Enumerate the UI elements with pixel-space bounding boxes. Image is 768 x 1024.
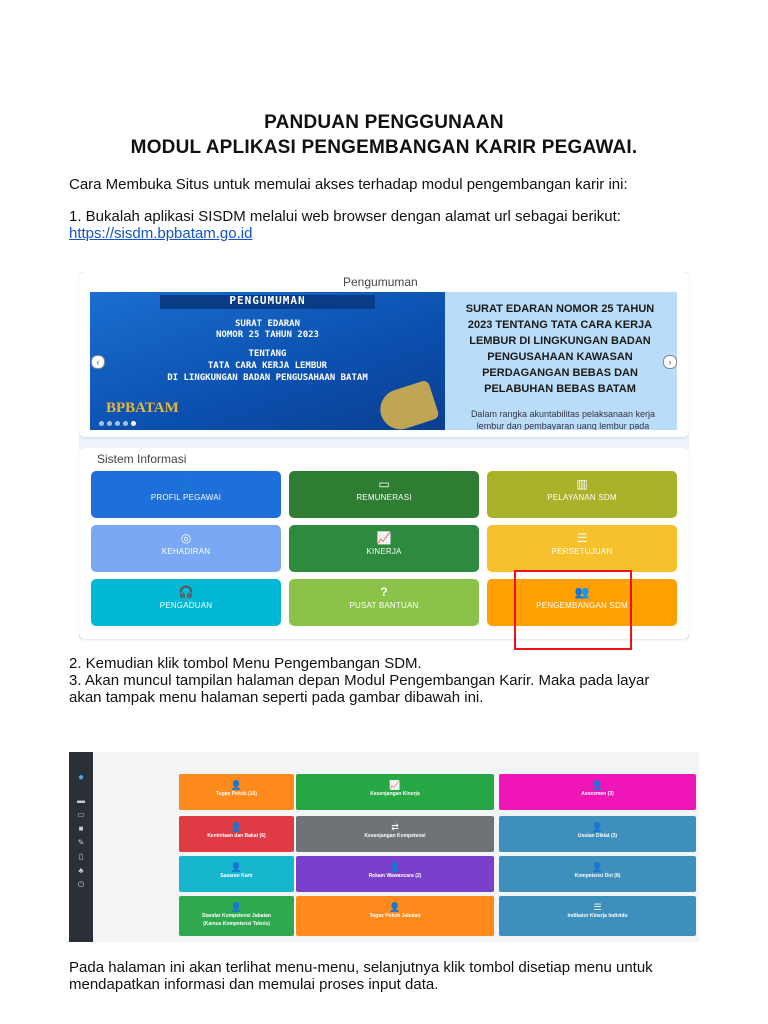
banner-left-image [90,292,445,430]
briefcase-icon[interactable]: ■ [78,824,84,833]
tile-label: PENGEMBANGAN SDM [536,601,628,610]
pengembangan-karir-screenshot [69,752,699,942]
tile-remunerasi[interactable] [289,471,479,518]
hand-graphic [375,379,440,430]
tile-label: Usulan Diklat (3) [577,833,618,839]
closing-text-line2: mendapatkan informasi dan memulai proses input data. [69,976,439,993]
bpbatam-logo: BPBATAM [106,400,179,416]
tile-standar-kompetensi-jabatan[interactable] [179,896,294,936]
step3-text-line2: akan tampak menu halaman seperti pada gambar dibawah ini. [69,689,484,706]
system-info-title: Sistem Informasi [97,452,187,466]
tile-label: PERSETUJUAN [551,547,613,556]
pencil-icon[interactable]: ✎ [77,838,85,847]
tile-indikator-kinerja-individu[interactable] [499,896,696,936]
tile-label: Sasaran Karir [220,873,253,879]
banner-right-subtext-2: lembur dan pembayaran uang lembur pada [476,421,650,430]
tile-sasaran-karir[interactable] [179,856,294,892]
user-icon: 👤 [230,902,243,912]
step3-text-line1: 3. Akan muncul tampilan halaman depan Modul Pengembangan Karir. Maka pada layar [69,672,650,689]
banner-line3: TENTANG [248,349,287,359]
users-icon: 👥 [574,585,590,599]
tile-label: Assesmen (3) [581,791,614,797]
carousel-next-icon[interactable]: › [663,355,677,369]
user-icon: 👤 [591,822,604,832]
chart-icon: 📈 [389,780,401,790]
sisdm-url-link[interactable]: https://sisdm.bpbatam.go.id [69,225,253,242]
document-icon[interactable]: ▯ [78,852,84,861]
exchange-icon: ⇄ [391,822,399,832]
user-icon: 👤 [178,477,194,491]
banner-right-title-4: PENGUSAHAAN KAWASAN [487,351,633,363]
tree-icon[interactable]: ♣ [78,866,84,875]
tile-assesmen[interactable] [499,774,696,810]
question-icon: ? [380,585,388,599]
banner-right-title-5: PERDAGANGAN BEBAS DAN [482,367,638,379]
tile-kompetensi-diri[interactable] [499,856,696,892]
carousel-dot[interactable] [115,421,120,426]
tile-persetujuan[interactable] [487,525,677,572]
announcement-panel [79,272,689,437]
highlight-box [514,570,632,650]
step1-text: 1. Bukalah aplikasi SISDM melalui web browser dengan alamat url sebagai berikut: [69,208,621,225]
document-title-line2: MODUL APLIKASI PENGEMBANGAN KARIR PEGAWAI. [130,137,638,158]
tile-label: PENGADUAN [159,601,213,610]
tile-tugas-pokok-jabatan[interactable] [296,896,494,936]
user-icon: 👤 [230,822,243,832]
announcement-title: Pengumuman [343,275,418,289]
user-icon: 👤 [591,780,604,790]
tile-kemintaan-bakat[interactable] [179,816,294,852]
power-icon[interactable]: ⏻ [77,880,85,889]
user-icon: 👤 [591,862,604,872]
user-icon[interactable]: ● [77,772,85,783]
tile-label: PUSAT BANTUAN [349,601,419,610]
tile-label: Kesenjangan Kinerja [370,791,420,797]
tile-pusat-bantuan[interactable] [289,579,479,626]
document-title-line1: PANDUAN PENGGUNAAN [264,112,504,133]
user-icon: 👤 [230,780,243,790]
headset-icon: 🎧 [178,585,194,599]
building-icon: ▥ [576,477,588,491]
user-icon: 👤 [230,862,243,872]
tile-kesenjangan-kompetensi[interactable] [296,816,494,852]
tile-label: Standar Kompetensi Jabatan [202,913,271,919]
carousel-dot[interactable] [99,421,104,426]
carousel-prev-icon[interactable]: ‹ [91,355,105,369]
tile-label: REMUNERASI [356,493,412,502]
tile-pengaduan[interactable] [91,579,281,626]
tile-label: Rekam Wawancara (2) [368,873,422,879]
tile-label: Kemintaan dan Bakat (6) [207,833,266,839]
step2-text: 2. Kemudian klik tombol Menu Pengembangan SDM. [69,655,422,672]
banner-right-title-3: LEMBUR DI LINGKUNGAN BADAN [469,335,651,347]
fingerprint-icon: ◎ [180,531,192,545]
banner-right-title-6: PELABUHAN BEBAS BATAM [484,383,636,395]
banner-line2: NOMOR 25 TAHUN 2023 [216,330,319,340]
tile-label: Kesenjangan Kompetensi [364,833,426,839]
tile-label-secondary: (Kamus Kompetensi Teknis) [203,921,270,927]
closing-text-line1: Pada halaman ini akan terlihat menu-menu, selanjutnya klik tombol disetiap menu untuk [69,959,653,976]
tile-kehadiran[interactable] [91,525,281,572]
tile-label: Kompetensi Diri (8) [574,873,621,879]
announcement-banner[interactable] [90,292,677,430]
tile-label: Tugas Pokok Jabatan [369,913,421,919]
banner-right-subtext-1: Dalam rangka akuntabilitas pelaksanaan kerja [470,409,656,419]
tile-label: KEHADIRAN [161,547,211,556]
chart-icon: 📈 [376,531,392,545]
tile-pelayanan-sdm[interactable] [487,471,677,518]
tile-tugas-pokok[interactable] [179,774,294,810]
carousel-dot-active[interactable] [131,421,136,426]
chart-icon[interactable]: ▬ [77,796,85,805]
money-icon[interactable]: ▭ [77,810,85,819]
banner-line5: DI LINGKUNGAN BADAN PENGUSAHAAN BATAM [167,373,368,383]
banner-right-title-2: 2023 TENTANG TATA CARA KERJA [467,319,653,331]
tile-label: Tugas Pokok (10) [215,791,258,797]
user-icon: 👤 [389,902,401,912]
tile-kinerja[interactable] [289,525,479,572]
banner-heading: PENGUMUMAN [229,294,306,307]
sidebar [69,752,93,942]
intro-text: Cara Membuka Situs untuk memulai akses terhadap modul pengembangan karir ini: [69,176,628,193]
checklist-icon: ☰ [576,531,588,545]
banner-right-title-1: SURAT EDARAN NOMOR 25 TAHUN [465,303,655,315]
money-icon: ▭ [378,477,390,491]
tile-label: PELAYANAN SDM [547,493,617,502]
banner-line4: TATA CARA KERJA LEMBUR [207,361,328,371]
banner-line1: SURAT EDARAN [234,319,301,329]
tile-profil-pegawai[interactable] [91,471,281,518]
tile-kesenjangan-kinerja[interactable] [296,774,494,810]
checklist-icon: ☰ [593,902,602,912]
carousel-dot[interactable] [107,421,112,426]
tile-rekam-wawancara[interactable] [296,856,494,892]
tile-usulan-diklat[interactable] [499,816,696,852]
tile-label: KINERJA [366,547,402,556]
user-icon: 👤 [389,862,401,872]
carousel-dot[interactable] [123,421,128,426]
tile-label: Indikator Kinerja Individu [567,913,628,919]
tile-label: PROFIL PEGAWAI [150,493,222,502]
